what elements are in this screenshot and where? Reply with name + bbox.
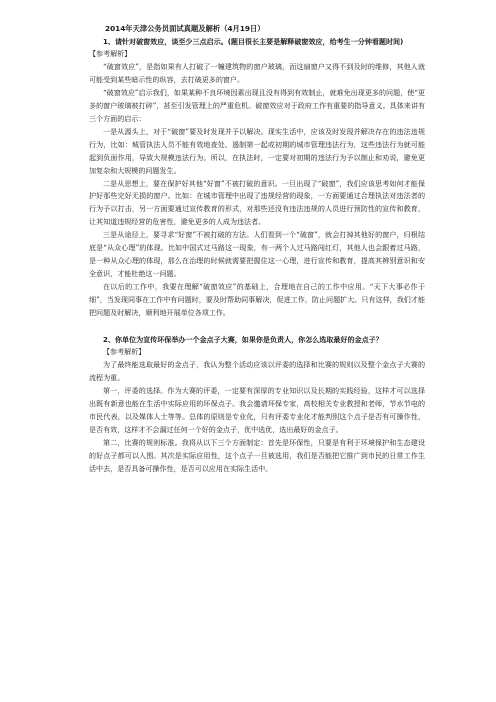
- reference-label-2: 【参考解析】: [103, 347, 146, 357]
- q1-paragraph: 二是从思想上，要在保护好其他“好窗”不被打破的意识。一旦出现了“破窗”，我们应该思考如何才能保护好那些完好无损的窗户。比如：在城市管理中出现了违规经营的现象，一方面要通过合理执法对违法者的行为予以打击，另一方面要通过宣传教育的形式，对那些还没有违法违规的人员进行预防性的宣传和教育，让其知道违规经营的危害性，避免更多的人成为违法者。: [89, 178, 425, 227]
- q1-paragraph: 在以后的工作中，我要在理解“破窗效应”的基础上，合理地在自己的工作中应用。“天下大事必作于细”，当发现同事在工作中有问题时，要及时帮助同事解决，促进工作，防止问题扩大。只有这样，我们才能把问题及时解决，顺利地开展单位各项工作。: [89, 282, 425, 318]
- question-1: 1、请针对破窗效应，谈至少三点启示。(题目很长主要是解释破窗效应，给考生一分钟看题时间): [103, 37, 404, 46]
- q1-paragraph: 三是从途径上，要寻求“好窗”不被打破的方法。人们看到一个“破窗”，就会打掉其他好的窗户，归根结底是“从众心理”的体现。比如中国式过马路这一现象，有一两个人过马路闯红灯，其他人也会跟着过马路，是一种从众心理的体现，那么在治理的时候就需要把握住这一心理，进行宣传和教育，提高其辨别意识和安全意识，才能杜绝这一问题。: [89, 230, 425, 279]
- document-page: [89, 22, 425, 476]
- document-title: 2014年天津公务员面试真题及解析（4月19日）: [105, 24, 265, 33]
- q1-paragraph: “破窗效应”，是指如果有人打破了一幢建筑物的窗户玻璃，而这扇窗户又得不到及时的维修，其他人就可能受到某些暗示性的纵容，去打破更多的窗户。: [89, 61, 425, 84]
- q1-paragraph: “破窗效应”启示我们，如果某种不良环境因素出现且没有得到有效制止，就难免出现更多的问题，使“更多的窗户玻璃被打碎”，甚至引发管理上的严重危机。破窗效应对于政府工作有重要的指导意义。具体来讲有三个方面的启示：: [89, 87, 425, 123]
- q2-paragraph: 第一，评委的选择。作为大赛的评委，一定要有深厚的专业知识以及长期的实践经验，这样才可以选择出既有新意也能在生活中实际应用的环保点子。我会邀请环保专家，高校相关专业教授和老师，节水节电的市民代表，以及媒体人士等等。总体的原则是专业化，只有评委专业化才能判别这个点子是否有可操作性，是否有效，这样才不会漏过任何一个好的金点子，优中选优，选出最好的金点子。: [89, 385, 425, 434]
- q2-paragraph: 第二，比赛的规则标准。我将从以下三个方面制定：首先是环保性，只要是有利于环境保护和生态建设的好点子都可以入围。其次是实际应用性，这个点子一旦被选用，我们是否能把它推广到市民的日常工作生活中去，是否具备可操作性，是否可以应用在实际生活中。: [89, 437, 425, 473]
- q2-paragraph: 为了最终能选取最好的金点子，我认为整个活动应该以评委的选择和比赛的规则以及整个金点子大赛的流程为重。: [89, 359, 425, 382]
- q1-paragraph: 一是从源头上，对于“破窗”要及时发现并予以解决。现实生活中，应该及时发现并解决存在的违法违规行为，比如：城管执法人员不能有效地查处、遏制第一起或初期的城市管理违法行为，这些违法行为就可能起到负面作用，导致大规模违法行为。所以，在执法时，一定要对初期的违法行为予以制止和劝说，避免更加复杂和大规模的问题发生。: [89, 126, 425, 175]
- question-2: 2、你单位为宣传环保举办一个金点子大赛，如果你是负责人，你怎么选取最好的金点子？: [103, 335, 383, 345]
- reference-label-1: 【参考解析】: [89, 49, 132, 58]
